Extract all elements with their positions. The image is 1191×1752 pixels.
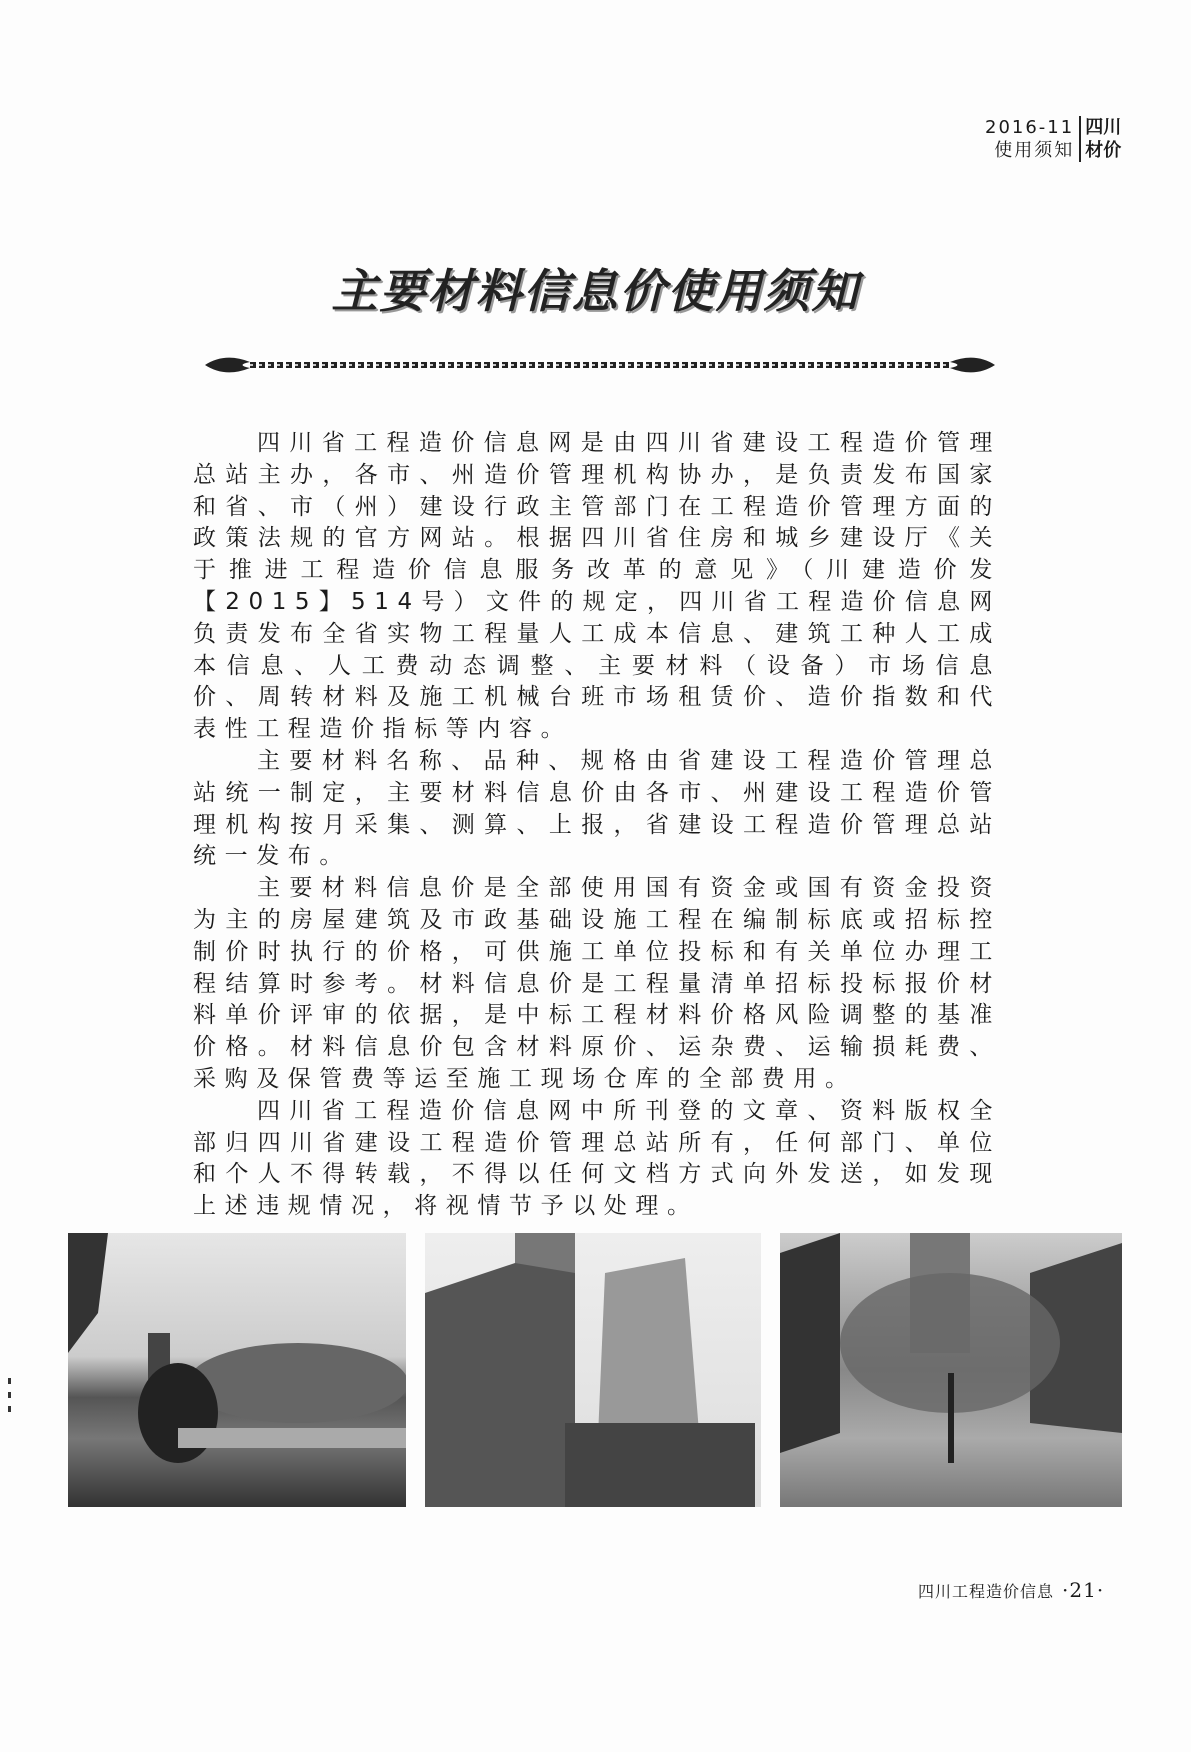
scan-mark — [8, 1406, 11, 1412]
running-header — [985, 116, 1121, 162]
photo-highrise-buildings — [425, 1233, 761, 1507]
page-number: ·21· — [1062, 1578, 1105, 1602]
brand-line-1: 四川 — [1085, 117, 1122, 138]
section-name: 使用须知 — [994, 140, 1075, 161]
page-footer — [918, 1578, 1104, 1602]
photo-plaza-trees — [780, 1233, 1122, 1507]
scan-mark — [8, 1392, 11, 1398]
paragraph: 四川省工程造价信息网是由四川省建设工程造价管理总站主办，各市、州造价管理机构协办，是负责发布国家和省、市（州）建设行政主管部门在工程造价管理方面的政策法规的官方网站。根据四川省住房和城乡建设厅《关于推进工程造价信息服务改革的意见》（川建造价发【2015】514号）文件的规定，四川省工程造价信息网负责发布全省实物工程量人工成本信息、建筑工种人工成本信息、人工费动态调整、主要材料（设备）市场信息价、周转材料及施工机械台班市场租赁价、造价指数和代表性工程造价指标等内容。 — [193, 430, 1001, 743]
photo-riverside — [68, 1233, 406, 1507]
paragraph: 主要材料名称、品种、规格由省建设工程造价管理总站统一制定，主要材料信息价由各市、州建设工程造价管理机构按月采集、测算、上报，省建设工程造价管理总站统一发布。 — [193, 747, 1001, 870]
publication-name: 四川工程造价信息 — [918, 1582, 1055, 1601]
paragraph: 主要材料信息价是全部使用国有资金或国有资金投资为主的房屋建筑及市政基础设施工程在编制标底或招标控制价时执行的价格，可供施工单位投标和有关单位办理工程结算时参考。材料信息价是工程量清单招标投标报价材料单价评审的依据，是中标工程材料价格风险调整的基准价格。材料信息价包含材料原价、运杂费、运输损耗费、采购及保管费等运至施工现场仓库的全部费用。 — [193, 875, 1001, 1092]
paragraph: 四川省工程造价信息网中所刊登的文章、资料版权全部归四川省建设工程造价管理总站所有，任何部门、单位和个人不得转载，不得以任何文档方式向外发送，如发现上述违规情况，将视情节予以处理。 — [193, 1097, 1001, 1220]
ornamental-divider — [205, 350, 995, 380]
page-title: 主要材料信息价使用须知 — [331, 264, 860, 318]
scan-mark — [8, 1378, 11, 1384]
issue-date: 2016-11 — [985, 117, 1075, 138]
article-body — [193, 428, 1001, 1223]
brand-line-2: 材价 — [1085, 140, 1122, 161]
